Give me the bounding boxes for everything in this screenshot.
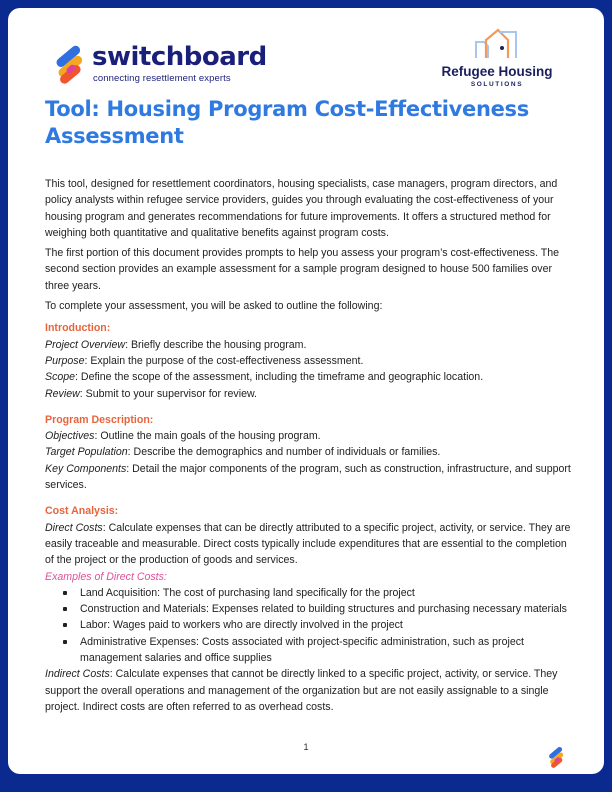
bullet-item: Construction and Materials: Expenses related to building structures and purchasing necessary materials (80, 601, 575, 617)
house-outline-icon (472, 26, 522, 60)
indirect-costs-paragraph: Indirect Costs: Calculate expenses that cannot be directly linked to a specific project, activity, or service. They support the overall operations and management of the organization but are not easily assignable to a single project. Indirect costs are often referred to as overhead costs. (45, 668, 558, 713)
page-header (8, 8, 604, 98)
list-item: Purpose: Explain the purpose of the cost-effectiveness assessment. (45, 354, 364, 367)
document-page (8, 8, 604, 774)
page-number: 1 (303, 742, 309, 753)
page-title: Tool: Housing Program Cost-Effectiveness Assessment (45, 97, 529, 148)
program-description-list (45, 428, 575, 493)
introduction-list (45, 337, 575, 402)
list-item: Target Population: Describe the demographics and number of individuals or families. (45, 446, 441, 459)
refugee-housing-subname: SOLUTIONS (470, 81, 524, 88)
list-item: Scope: Define the scope of the assessment, including the timeframe and geographic location. (45, 371, 484, 384)
switchboard-wordmark: switchboard (92, 42, 267, 72)
bullet-item: Administrative Expenses: Costs associated with project-specific administration, such as project management salaries and office supplies (80, 634, 575, 667)
switchboard-tagline: connecting resettlement experts (93, 73, 231, 84)
list-item: Review: Submit to your supervisor for review. (45, 387, 257, 400)
refugee-housing-logo (432, 26, 562, 96)
refugee-housing-name: Refugee Housing (441, 64, 553, 79)
section-heading-program-description: Program Description: (45, 413, 154, 426)
document-body (45, 176, 575, 715)
section-heading-cost-analysis: Cost Analysis: (45, 505, 119, 518)
list-item: Project Overview: Briefly describe the housing program. (45, 338, 307, 351)
bullet-item: Land Acquisition: The cost of purchasing land specifically for the project (80, 585, 575, 601)
switchboard-mark-icon (546, 746, 566, 768)
switchboard-logo (52, 42, 267, 92)
list-item: Objectives: Outline the main goals of the housing program. (45, 430, 321, 443)
bullet-item: Labor: Wages paid to workers who are directly involved in the project (80, 617, 575, 633)
intro-paragraph: The first portion of this document provides prompts to help you assess your program’s cost-effectiveness. The second section provides an example assessment for a sample program designed to house 500 families over three years. (45, 247, 560, 292)
switchboard-mark-icon (52, 44, 86, 84)
intro-paragraph: This tool, designed for resettlement coordinators, housing specialists, case managers, program directors, and policy analysts within refugee service providers, guides you through evaluating the cost-effectiveness of your housing program and generates recommendations for future improvements. It offers a structured method for weighing both quantitative and qualitative benefits against program costs. (45, 178, 558, 239)
section-heading-introduction: Introduction: (45, 322, 111, 335)
intro-paragraph: To complete your assessment, you will be asked to outline the following: (45, 300, 383, 313)
direct-costs-paragraph: Direct Costs: Calculate expenses that can be directly attributed to a specific project, activity, or service. They are easily traceable and measurable. Direct costs typically include expenditures that are essential to the completion of the project or the production of goods and services. (45, 521, 571, 567)
list-item: Key Components: Detail the major components of the program, such as construction, infrastructure, and support services. (45, 462, 571, 492)
direct-costs-examples-list (45, 585, 575, 666)
examples-label: Examples of Direct Costs: (45, 570, 167, 583)
